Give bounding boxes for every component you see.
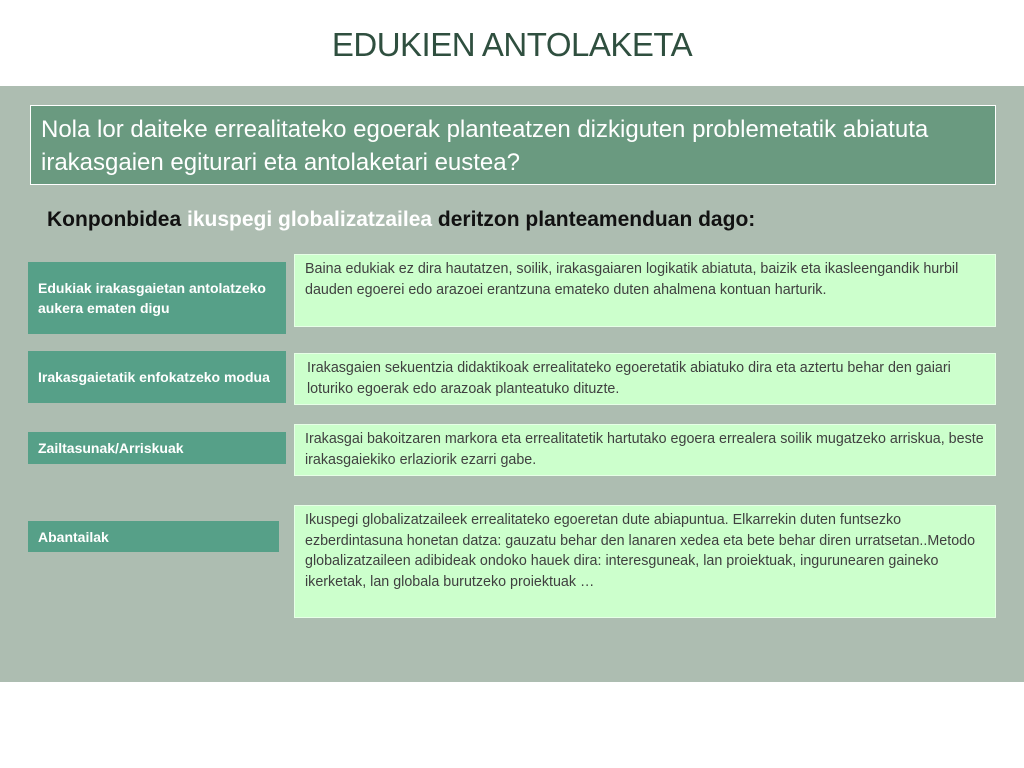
solution-highlight: ikuspegi globalizatzailea — [187, 208, 433, 231]
solution-text-start: Konponbidea — [47, 208, 187, 231]
row-label-zailtasunak: Zailtasunak/Arriskuak — [28, 432, 286, 464]
solution-statement — [47, 208, 1007, 232]
row-description-edukiak: Baina edukiak ez dira hautatzen, soilik, irakasgaiaren logikatik abiatuta, baizik eta ikasleengandik hurbil dauden egoerei edo arazoei erantzuna emateko duten ahalmena kontuan harturik. — [294, 254, 996, 327]
slide-title: EDUKIEN ANTOLAKETA — [331, 26, 693, 63]
row-label-irakasgaietatik: Irakasgaietatik enfokatzeko modua — [28, 351, 286, 403]
solution-text-end: deritzon planteamenduan dago: — [432, 208, 756, 231]
row-label-abantailak: Abantailak — [28, 521, 279, 552]
row-description-zailtasunak: Irakasgai bakoitzaren markora eta errealitatetik hartutako egoera errealera soilik mugatzeko arriskua, beste irakasgaiekiko erlaziorik ezarri gabe. — [294, 424, 996, 476]
row-label-edukiak: Edukiak irakasgaietan antolatzeko aukera ematen digu — [28, 262, 286, 334]
row-description-irakasgaietatik: Irakasgaien sekuentzia didaktikoak errealitateko egoeretatik abiatuko dira eta aztertu behar den gaiari loturiko egoerak edo arazoak planteatuko dituzte. — [294, 353, 996, 405]
question-box: Nola lor daiteke errealitateko egoerak planteatzen dizkiguten problemetatik abiatuta irakasgaien egiturari eta antolaketari eustea? — [30, 105, 996, 185]
row-description-abantailak: Ikuspegi globalizatzaileek errealitateko egoeretan dute abiapuntua. Elkarrekin duten funtsezko ezberdintasuna honetan datza: gauzatu behar den lanaren xedea eta bete behar diren urratsetan..Metodo globalizatzaileen adibideak ondoko hauek dira: interesguneak, lan proiektuak, ingurunearen gaineko ikerketak, lan globala burutzeko proiektuak … — [294, 505, 996, 618]
